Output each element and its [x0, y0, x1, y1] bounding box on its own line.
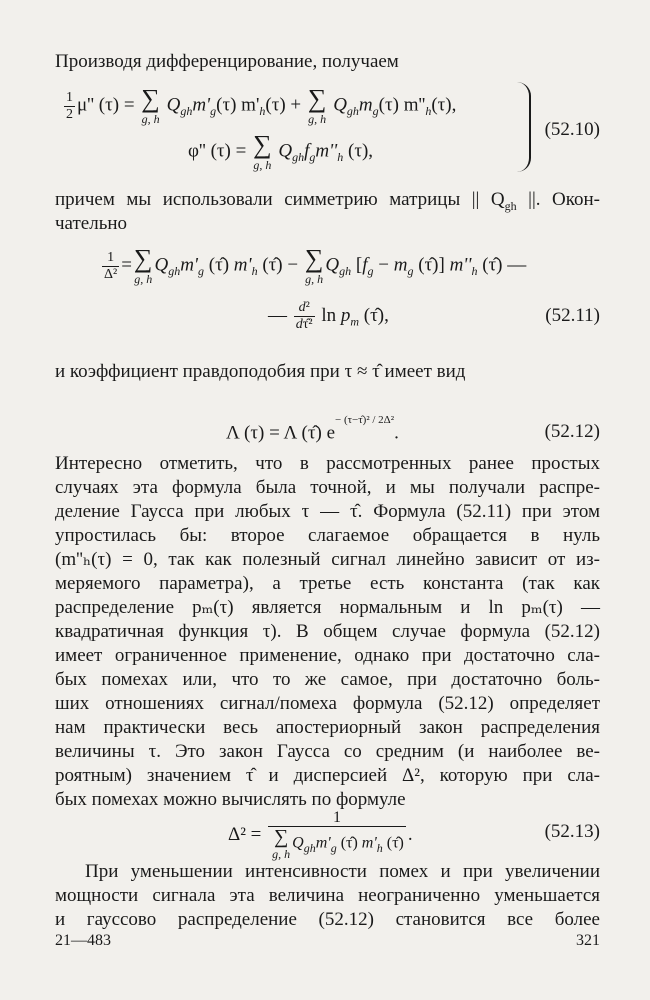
paragraph-line: Производя дифференцирование, получаем [55, 51, 399, 72]
paragraph-line: квадратичная функция τ). В общем случае формула (52.12) [55, 621, 600, 642]
equation-brace [515, 82, 531, 172]
paragraph-line: распределение pₘ(τ) является нормальным и ln pₘ(τ) — [55, 597, 600, 618]
equation-number: (52.11) [545, 305, 600, 326]
paragraph-line: меряемого параметра), а третье есть константа (так как [55, 573, 600, 594]
paragraph-line: упростилась бы: второе слагаемое обращается в нуль [55, 525, 600, 546]
equation-number: (52.13) [544, 821, 600, 842]
equation-52-11-line1: $\frac{1}{\text{Δ²}}$ = ∑ g, h $Q_{gh}m'_g$ (τ̂) $m'_h$ (τ̂) − ∑ g, h $Q_{gh}$ [$f_g - m_g$ (τ̂)] $m''_h$ (τ̂) — [104, 244, 527, 286]
paragraph-line: причем мы использовали симметрию матрицы || $Q_{gh}$ ||. Окон- [55, 189, 600, 213]
paragraph-line: бых помехах или, что то же самое, при достаточно боль- [55, 669, 600, 690]
equation-52-13: Δ² = 1 ∑ g, h $Q_{gh}m'_g$ (τ̂) $m'_h$ (τ̂) . [228, 809, 413, 861]
equation-number: (52.10) [544, 119, 600, 140]
paragraph-line: При уменьшении интенсивности помех и при увеличении [85, 861, 600, 882]
equation-52-12: Λ (τ) = Λ (τ̂) $e^{- (\tau-\taû)^2 / 2\Delta^2}$. [226, 414, 399, 444]
paragraph-line: величины τ. Это закон Гаусса со средним (и наиболее ве- [55, 741, 600, 762]
equation-52-11-line2: — $\frac{\text{d²}}{\text{dτ̂²}}$ $\ln p_m$ (τ̂), [268, 300, 389, 332]
paragraph-line: и гауссово распределение (52.12) становится все более [55, 909, 600, 930]
paragraph-line: мощности сигнала эта величина неограниченно уменьшается [55, 885, 600, 906]
paragraph-line: ших отношениях сигнал/помеха формула (52.12) определяет [55, 693, 600, 714]
paragraph-line: (m''ₕ(τ) = 0, так как полезный сигнал линейно зависит от из- [55, 549, 600, 570]
paragraph-line: Интересно отметить, что в рассмотренных ранее простых [55, 453, 600, 474]
paragraph-line: нам практически весь апостериорный закон распределения [55, 717, 600, 738]
paragraph-line: и коэффициент правдоподобия при τ ≈ τ̂ имеет вид [55, 361, 466, 382]
page-number: 321 [576, 932, 600, 949]
paragraph-line: имеет ограниченное применение, однако при достаточно сла- [55, 645, 600, 666]
paragraph-line: бых помехах можно вычислять по формуле [55, 789, 406, 810]
signature-mark: 21—483 [55, 932, 111, 949]
paragraph-line: случаях эта формула была точной, и мы получали распре- [55, 477, 600, 498]
equation-52-10-line1: $\frac{1}{2}$ μ'' (τ) = ∑ g, h $Q_{gh}m'_g(\tau) m'_h(\tau)$ + ∑ g, h $Q_{gh}m_g(\tau)$ $m''_h(\tau)$, [66, 84, 457, 126]
paragraph-line: чательно [55, 213, 128, 234]
equation-number: (52.12) [544, 421, 600, 442]
paragraph-line: деление Гаусса при любых τ — τ̂. Формула (52.11) при этом [55, 501, 600, 522]
paragraph-line: роятным) значением τ̂ и дисперсией Δ², которую при сла- [55, 765, 600, 786]
equation-52-10-line2: φ'' (τ) = ∑ g, h $Q_{gh}f_gm''_h$ (τ), [188, 130, 374, 172]
